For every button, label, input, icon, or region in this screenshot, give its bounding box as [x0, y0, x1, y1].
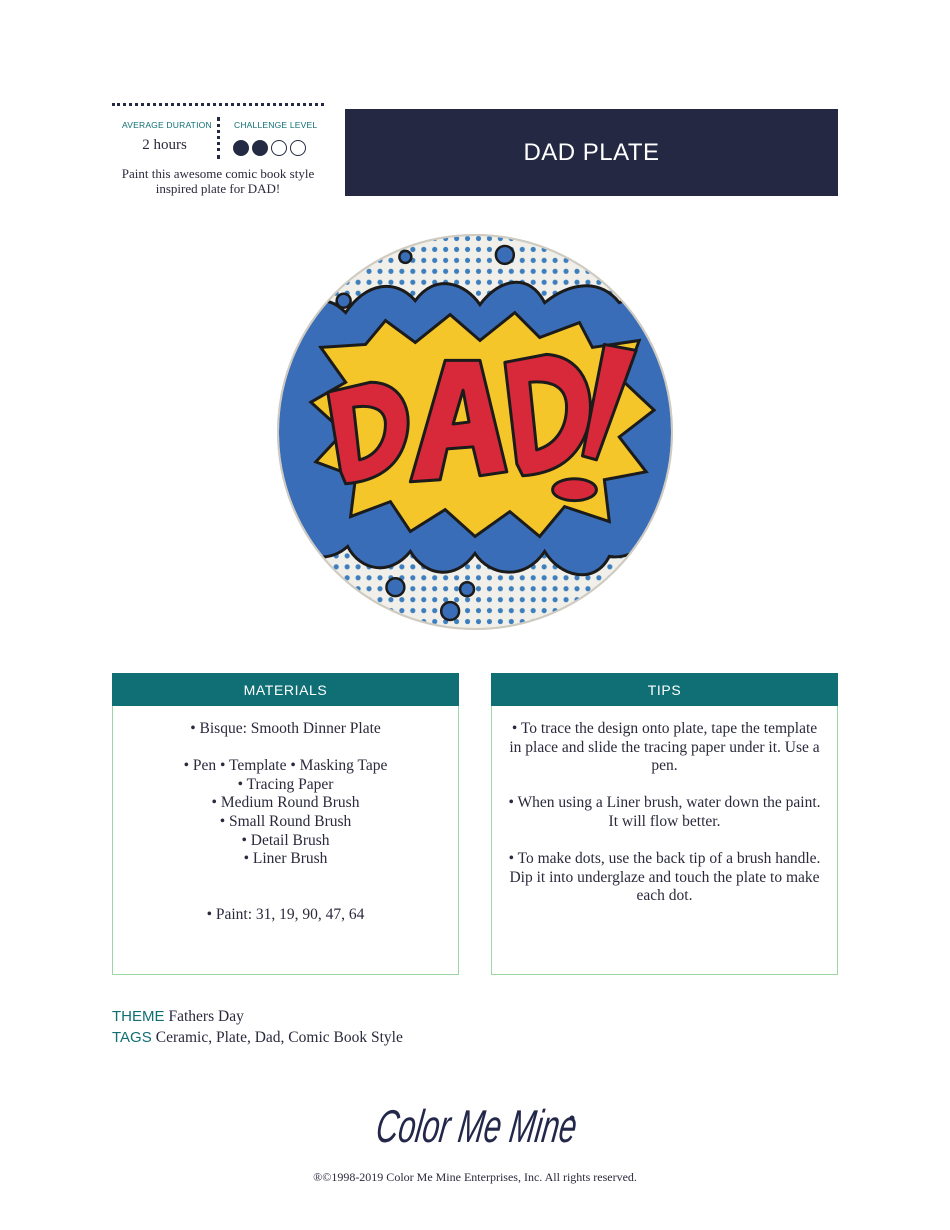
duration-label: AVERAGE DURATION	[122, 120, 212, 130]
brand-logo	[340, 1096, 680, 1158]
challenge-dot-empty	[290, 140, 306, 156]
materials-item: • Tracing Paper	[237, 775, 334, 793]
theme-key: THEME	[112, 1008, 165, 1025]
duration-value: 2 hours	[142, 137, 187, 153]
materials-item: • Small Round Brush	[219, 812, 352, 830]
materials-item: • Detail Brush	[241, 831, 330, 849]
copyright: ®©1998-2019 Color Me Mine Enterprises, Inc. All rights reserved.	[313, 1170, 637, 1184]
challenge-dot-filled	[233, 140, 249, 156]
materials-item: • Liner Brush	[243, 850, 328, 868]
logo-text: Color Me Mine	[373, 1100, 680, 1152]
tags-key: TAGS	[112, 1029, 152, 1046]
tip-item: • To make dots, use the back tip of a brush handle. Dip it into underglaze and touch the plate to make each dot.	[508, 850, 821, 905]
materials-header: MATERIALS	[112, 673, 459, 706]
materials-panel	[112, 673, 459, 975]
challenge-dot-filled	[252, 140, 268, 156]
materials-item: • Medium Round Brush	[211, 794, 360, 812]
dotted-divider	[112, 103, 324, 106]
materials-body	[113, 706, 458, 924]
tags-row	[112, 1029, 403, 1047]
challenge-level-dots	[233, 140, 306, 156]
tips-header: TIPS	[491, 673, 838, 706]
theme-value: Fathers Day	[168, 1008, 244, 1025]
challenge-label: CHALLENGE LEVEL	[234, 120, 318, 130]
materials-paint: • Paint: 31, 19, 90, 47, 64	[206, 905, 365, 923]
logo-mark-icon	[570, 1116, 575, 1121]
project-info	[112, 103, 324, 203]
materials-bisque: • Bisque: Smooth Dinner Plate	[190, 720, 381, 737]
tip-item: • When using a Liner brush, water down the paint. It will flow better.	[508, 794, 821, 830]
materials-item: • Pen • Template • Masking Tape	[183, 757, 388, 775]
tips-panel	[491, 673, 838, 975]
dotted-separator	[217, 117, 220, 159]
challenge-dot-empty	[271, 140, 287, 156]
project-description: Paint this awesome comic book style inspired plate for DAD!	[121, 166, 315, 196]
tip-item: • To trace the design onto plate, tape the template in place and slide the tracing paper under it. Use a pen.	[509, 720, 820, 775]
tips-body	[492, 706, 837, 906]
theme-row	[112, 1008, 244, 1026]
tags-value: Ceramic, Plate, Dad, Comic Book Style	[155, 1029, 403, 1046]
exclamation-dot	[553, 479, 597, 501]
page-title: DAD PLATE	[523, 138, 660, 166]
title-bar	[345, 109, 838, 196]
plate-image	[276, 233, 674, 631]
